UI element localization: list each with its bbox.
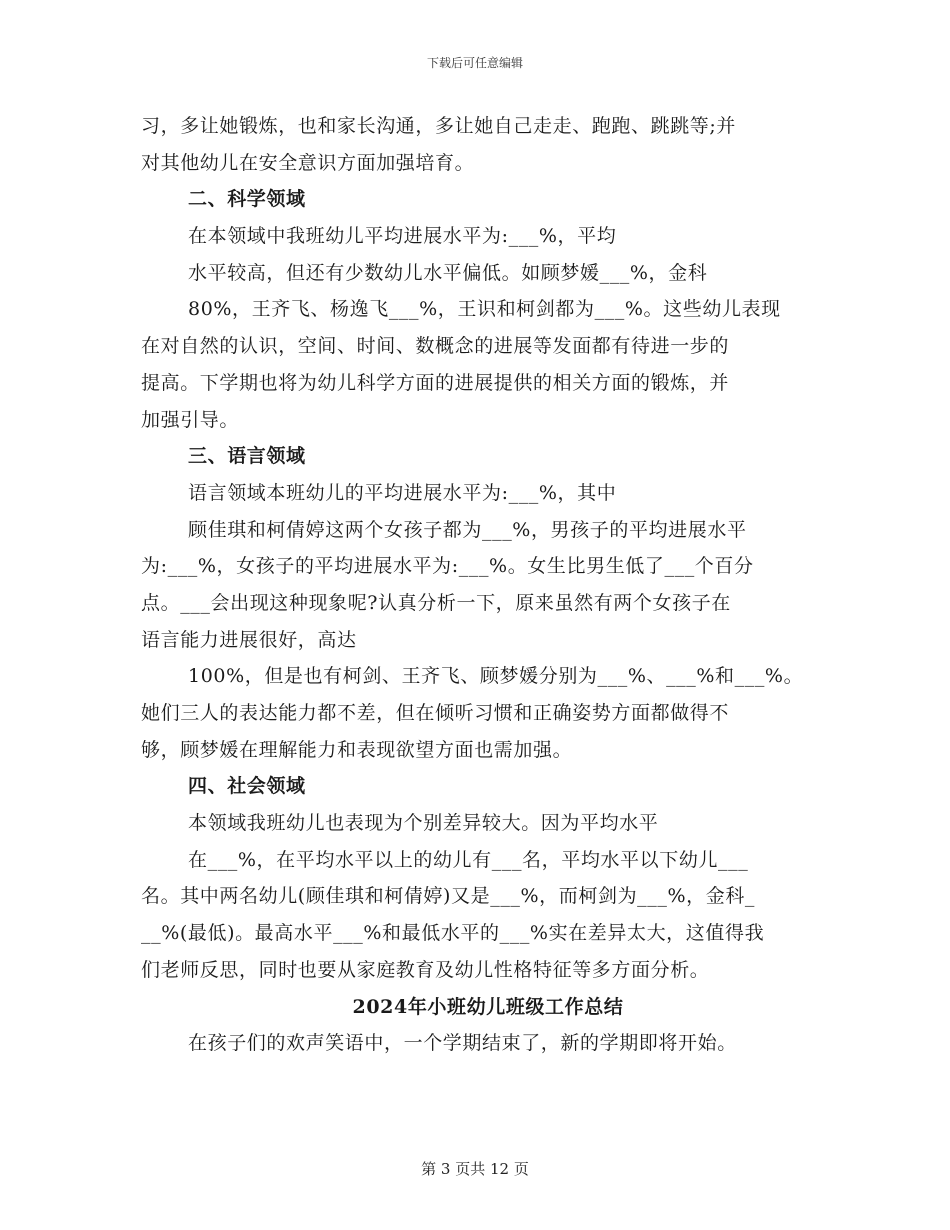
body-line: 她们三人的表达能力都不差，但在倾听习惯和正确姿势方面都做得不 bbox=[141, 702, 730, 724]
body-line: 顾佳琪和柯倩婷这两个女孩子都为___%，男孩子的平均进展水平 bbox=[188, 518, 747, 541]
document-title: 2024年小班幼儿班级工作总结 bbox=[352, 995, 624, 1018]
body-line: 们老师反思，同时也要从家庭教育及幼儿性格特征等多方面分析。 bbox=[141, 958, 710, 981]
body-line: 提高。下学期也将为幼儿科学方面的进展提供的相关方面的锻炼，并 bbox=[141, 371, 730, 394]
body-line: 对其他幼儿在安全意识方面加强培育。 bbox=[141, 151, 475, 174]
document-body bbox=[141, 108, 811, 1062]
body-line: 80%，王齐飞、杨逸飞___%，王识和柯剑都为___%。这些幼儿表现 bbox=[188, 298, 781, 321]
body-line: 100%，但是也有柯剑、王齐飞、顾梦媛分别为___%、___%和___%。 bbox=[188, 665, 804, 688]
section-heading-science: 二、科学领域 bbox=[188, 188, 306, 211]
body-line: 名。其中两名幼儿(顾佳琪和柯倩婷)又是___%，而柯剑为___%，金科_ bbox=[141, 885, 756, 908]
body-line: 本领域我班幼儿也表现为个别差异较大。因为平均水平 bbox=[188, 812, 659, 835]
body-line: 水平较高，但还有少数幼儿水平偏低。如顾梦媛___%，金科 bbox=[188, 261, 708, 284]
body-line: __%(最低)。最高水平___%和最低水平的___%实在差异太大，这值得我 bbox=[141, 922, 765, 945]
body-line: 点。___会出现这种现象呢?认真分析一下，原来虽然有两个女孩子在 bbox=[141, 591, 731, 614]
page-header: 下载后可任意编辑 bbox=[426, 56, 523, 70]
body-line: 语言能力进展很好，高达 bbox=[141, 628, 357, 651]
body-line: 在本领域中我班幼儿平均进展水平为:___%，平均 bbox=[188, 225, 617, 248]
section-heading-social: 四、社会领域 bbox=[188, 775, 306, 798]
page-footer: 第 3 页共 12 页 bbox=[421, 1160, 529, 1178]
body-line: 在___%，在平均水平以上的幼儿有___名，平均水平以下幼儿___ bbox=[188, 848, 749, 871]
body-line: 习，多让她锻炼，也和家长沟通，多让她自己走走、跑跑、跳跳等;并 bbox=[141, 115, 737, 137]
section-heading-language: 三、语言领域 bbox=[188, 445, 306, 468]
body-line: 语言领域本班幼儿的平均进展水平为:___%，其中 bbox=[188, 481, 617, 504]
body-line: 在孩子们的欢声笑语中，一个学期结束了，新的学期即将开始。 bbox=[188, 1032, 737, 1055]
body-line: 够，顾梦媛在理解能力和表现欲望方面也需加强。 bbox=[141, 738, 573, 761]
body-line: 加强引导。 bbox=[141, 408, 240, 431]
body-line: 在对自然的认识，空间、时间、数概念的进展等发面都有待进一步的 bbox=[141, 335, 730, 358]
body-line: 为:___%，女孩子的平均进展水平为:___%。女生比男生低了___个百分 bbox=[141, 555, 754, 578]
